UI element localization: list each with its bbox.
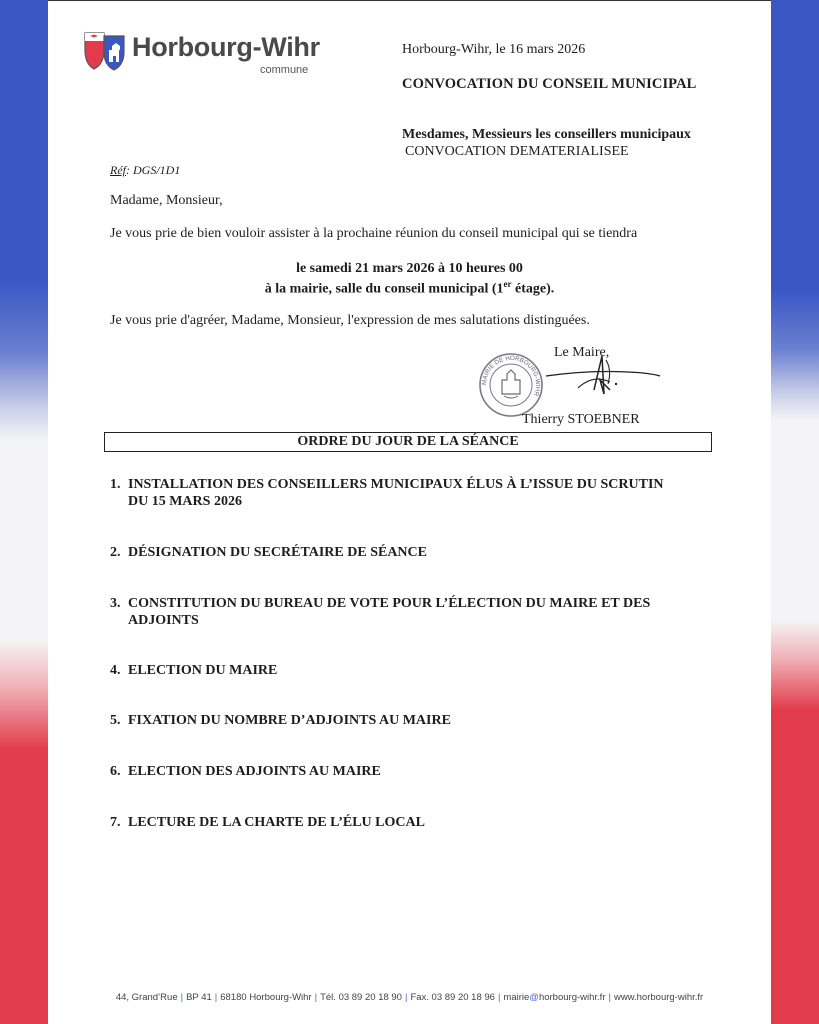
stamp-text: MAIRIE DE HORBOURG-WIHR bbox=[480, 354, 542, 397]
footer-phone: Tél. 03 89 20 18 90 bbox=[320, 992, 402, 1003]
agenda-title: ORDRE DU JOUR DE LA SÉANCE bbox=[297, 434, 519, 449]
agenda-item bbox=[110, 595, 710, 629]
footer-email[interactable]: mairie@horbourg-wihr.fr bbox=[503, 992, 606, 1003]
agenda-item-text: INSTALLATION DES CONSEILLERS MUNICIPAUX ÉLUS À L’ISSUE DU SCRUTIN bbox=[128, 477, 664, 492]
agenda-item bbox=[110, 712, 710, 729]
footer-website-link[interactable]: www.horbourg-wihr.fr bbox=[613, 992, 704, 1003]
agenda-item-number: 7. bbox=[110, 815, 121, 830]
agenda-item-number: 6. bbox=[110, 764, 121, 779]
agenda-item bbox=[110, 544, 710, 561]
agenda-item bbox=[110, 814, 710, 831]
agenda-item-number: 5. bbox=[110, 713, 121, 728]
meeting-date: le samedi 21 mars 2026 à 10 heures 00 bbox=[296, 261, 523, 276]
salutation: Madame, Monsieur, bbox=[110, 193, 223, 208]
letter-page bbox=[48, 0, 771, 1024]
municipal-logo bbox=[82, 30, 352, 80]
agenda-item-text: FIXATION DU NOMBRE D’ADJOINTS AU MAIRE bbox=[128, 713, 451, 728]
flag-band-right bbox=[771, 0, 819, 1024]
footer-fax: Fax. 03 89 20 18 96 bbox=[410, 992, 495, 1003]
delivery-mode: CONVOCATION DEMATERIALISEE bbox=[405, 144, 629, 159]
agenda-item-text-continued: ADJOINTS bbox=[128, 613, 199, 628]
agenda-item-text: ELECTION DU MAIRE bbox=[128, 663, 278, 678]
agenda-item-number: 2. bbox=[110, 545, 121, 560]
reference-value: : DGS/1D1 bbox=[126, 163, 181, 177]
signatory-title: Le Maire, bbox=[554, 345, 610, 360]
official-stamp-icon bbox=[478, 352, 544, 418]
agenda-heading-box bbox=[104, 432, 712, 452]
footer-address: 44, Grand’Rue bbox=[115, 992, 178, 1003]
document-title: CONVOCATION DU CONSEIL MUNICIPAL bbox=[402, 76, 697, 92]
meeting-location bbox=[48, 279, 771, 298]
footer-po-box: BP 41 bbox=[186, 992, 212, 1003]
agenda-item bbox=[110, 662, 710, 679]
handwritten-signature bbox=[538, 350, 668, 410]
location-text: à la mairie, salle du conseil municipal (1 bbox=[264, 281, 504, 297]
top-rule bbox=[48, 0, 771, 1]
footer-contact: 44, Grand’Rue | BP 41 | 68180 Horbourg-Wihr | Tél. 03 89 20 18 90 | Fax. 03 89 20 18 96 | mairie@horbourg-wihr.fr | www.horbourg-wihr.fr bbox=[115, 992, 704, 1003]
location-text-end: étage). bbox=[511, 281, 555, 297]
agenda-item-number: 3. bbox=[110, 596, 121, 611]
reference-label: Réf bbox=[110, 163, 126, 177]
logo-subtitle: commune bbox=[260, 64, 309, 76]
agenda-item-text: ELECTION DES ADJOINTS AU MAIRE bbox=[128, 764, 381, 779]
location-superscript: er bbox=[503, 279, 512, 289]
footer-email-domain: horbourg-wihr.fr bbox=[538, 992, 606, 1003]
agenda-item-number: 1. bbox=[110, 477, 121, 492]
agenda-item-number: 4. bbox=[110, 663, 121, 678]
signatory-name: Thierry STOEBNER bbox=[522, 412, 640, 427]
place-and-date: Horbourg-Wihr, le 16 mars 2026 bbox=[402, 42, 586, 57]
agenda-item-text: DÉSIGNATION DU SECRÉTAIRE DE SÉANCE bbox=[128, 545, 427, 560]
reference bbox=[110, 163, 180, 178]
footer-email-user: mairie bbox=[503, 992, 530, 1003]
agenda-item-text: LECTURE DE LA CHARTE DE L’ÉLU LOCAL bbox=[128, 815, 425, 830]
agenda-item bbox=[110, 476, 710, 510]
recipients: Mesdames, Messieurs les conseillers municipaux bbox=[402, 127, 691, 142]
agenda-item bbox=[110, 763, 710, 780]
agenda-item-text: CONSTITUTION DU BUREAU DE VOTE POUR L’ÉLECTION DU MAIRE ET DES bbox=[128, 596, 651, 611]
closing-formula: Je vous prie d'agréer, Madame, Monsieur, l'expression de mes salutations distinguées. bbox=[110, 313, 590, 328]
agenda-item-text-continued: DU 15 MARS 2026 bbox=[128, 494, 242, 509]
footer-postal: 68180 Horbourg-Wihr bbox=[220, 992, 312, 1003]
invitation-text: Je vous prie de bien vouloir assister à la prochaine réunion du conseil municipal qui se tiendra bbox=[110, 226, 638, 241]
flag-band-left bbox=[0, 0, 48, 1024]
coat-of-arms-icon bbox=[82, 30, 128, 72]
logo-wordmark: Horbourg-Wihr bbox=[132, 32, 320, 62]
